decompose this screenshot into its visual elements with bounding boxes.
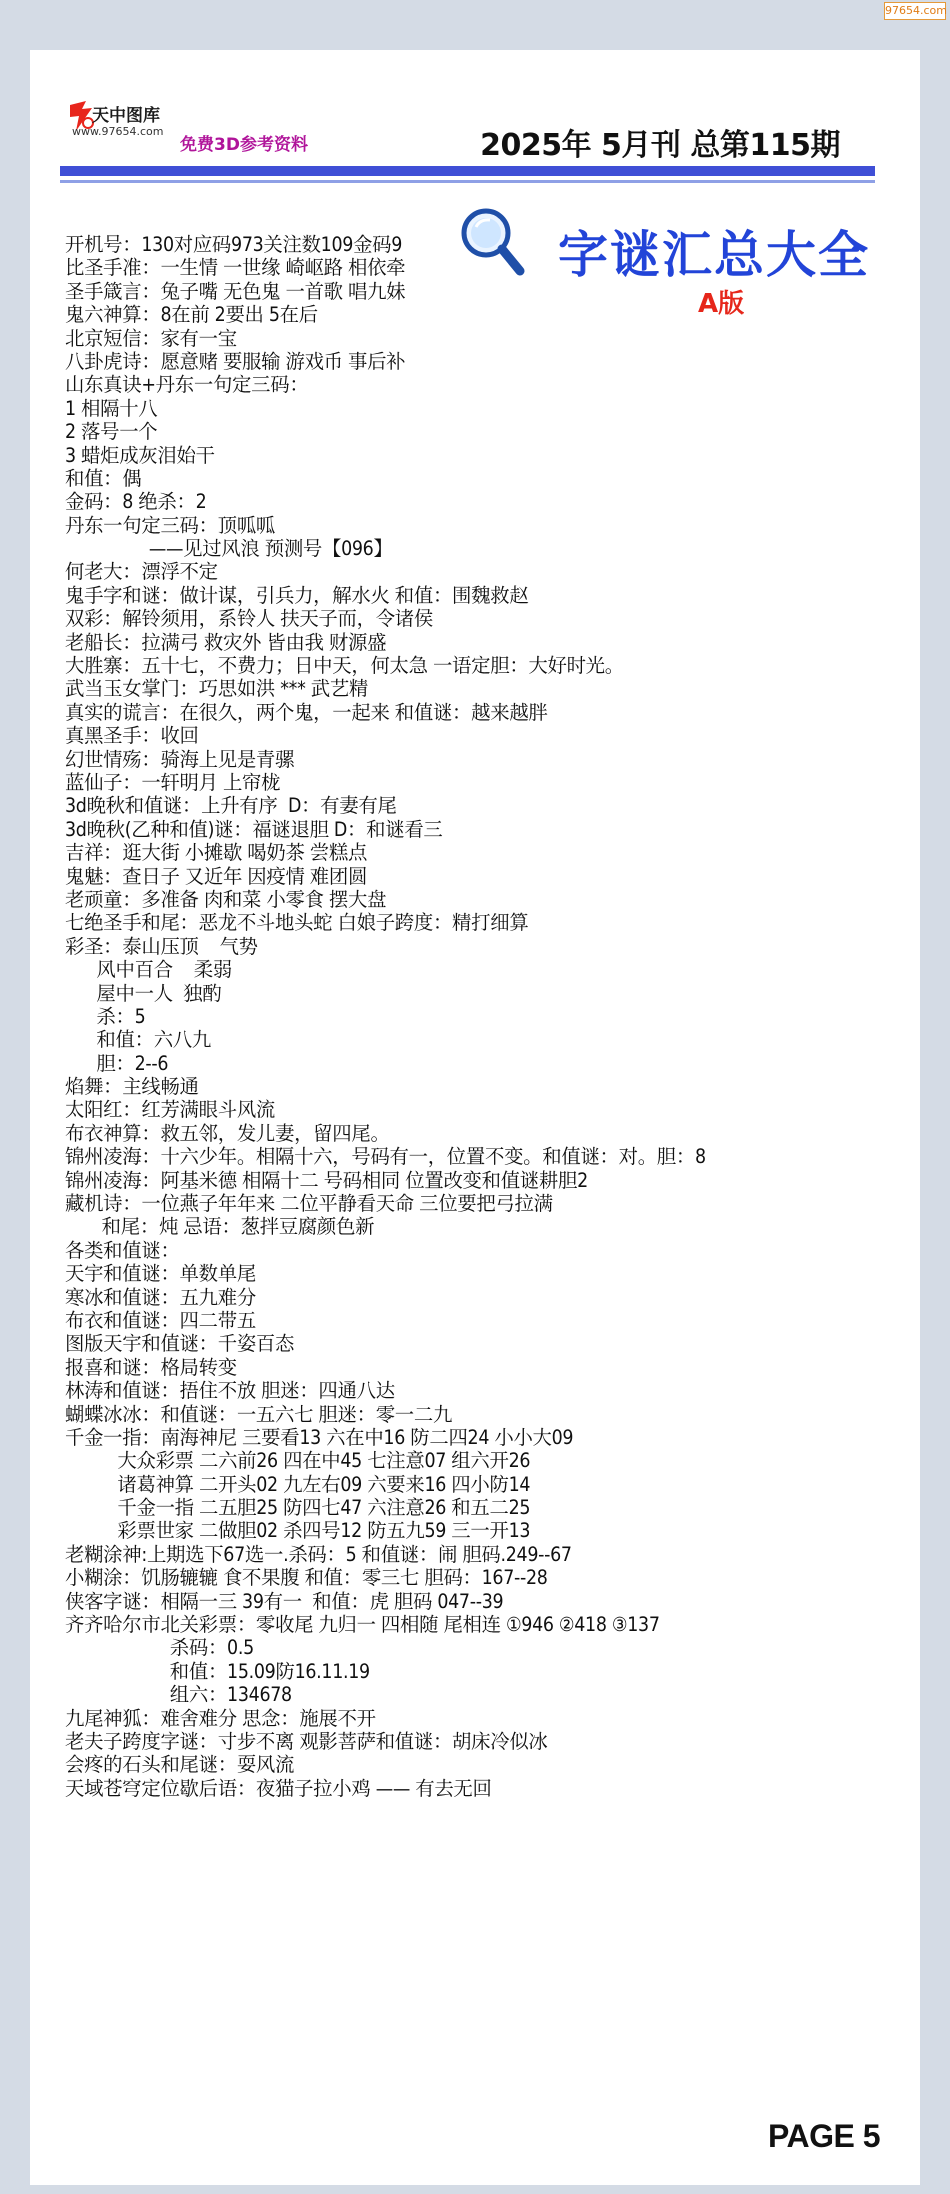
content-line: 八卦虎诗：愿意赌 要服输 游戏币 事后补 xyxy=(65,349,406,373)
content-line: 太阳红：红芳满眼斗风流 xyxy=(65,1098,275,1122)
content-line: 1 相隔十八 xyxy=(65,396,158,420)
logo-name: 天中图库 xyxy=(92,106,160,126)
content-line: 千金一指：南海神尼 三要看13 六在中16 防二四24 小小大09 xyxy=(65,1425,574,1449)
content-line: 胆：2--6 xyxy=(65,1051,169,1075)
content-line: 诸葛神算 二开头02 九左右09 六要来16 四小防14 xyxy=(65,1472,531,1496)
logo-url: www.97654.com xyxy=(72,125,164,138)
content-line: ——见过风浪 预测号【096】 xyxy=(65,537,393,561)
content-line: 武当玉女掌门：巧思如洪 *** 武艺精 xyxy=(65,677,369,701)
content-line: 天宇和值谜：单数单尾 xyxy=(65,1262,256,1286)
content-line: 北京短信：家有一宝 xyxy=(65,326,237,350)
tagline: 免费3D参考资料 xyxy=(180,135,308,155)
content-line: 山东真诀+丹东一句定三码： xyxy=(65,373,309,397)
header-divider xyxy=(60,166,875,176)
content-line: 彩圣：泰山压顶 气势 xyxy=(65,934,258,958)
content-line: 彩票世家 二做胆02 杀四号12 防五九59 三一开13 xyxy=(65,1519,531,1543)
issue-number: 2025年 5月刊 总第115期 xyxy=(480,128,840,163)
content-line: 老船长：拉满弓 救灾外 皆由我 财源盛 xyxy=(65,630,387,654)
content-line: 焰舞：主线畅通 xyxy=(65,1075,199,1099)
content-line: 侠客字谜：相隔一三 39有一 和值：虎 胆码 047--39 xyxy=(65,1589,504,1613)
content-line: 九尾神狐：难舍难分 思念：施展不开 xyxy=(65,1706,376,1730)
content-line: 和值：15.09防16.11.19 xyxy=(65,1659,370,1683)
content-line: 组六：134678 xyxy=(65,1683,292,1707)
document-page xyxy=(30,50,920,2185)
content-line: 杀码：0.5 xyxy=(65,1636,254,1660)
content-line: 吉祥：逛大街 小摊歇 喝奶茶 尝糕点 xyxy=(65,841,368,865)
content-line: 鬼手字和谜：做计谋，引兵力，解水火 和值：围魏救赵 xyxy=(65,583,529,607)
content-line: 天域苍穹定位歇后语：夜猫子拉小鸡 —— 有去无回 xyxy=(65,1776,492,1800)
content-line: 会疼的石头和尾谜：耍风流 xyxy=(65,1753,295,1777)
content-line: 圣手箴言：兔子嘴 无色鬼 一首歌 唱九妹 xyxy=(65,279,406,303)
content-line: 和尾：炖 忌语：葱拌豆腐颜色新 xyxy=(65,1215,375,1239)
riddle-content xyxy=(65,233,905,1800)
content-line: 小糊涂：饥肠辘辘 食不果腹 和值：零三七 胆码：167--28 xyxy=(65,1566,548,1590)
content-line: 双彩：解铃须用，系铃人 扶天子而，令诸侯 xyxy=(65,607,433,631)
content-line: 锦州凌海：十六少年。相隔十六，号码有一，位置不变。和值谜：对。胆：8 xyxy=(65,1145,706,1169)
content-line: 真实的谎言：在很久，两个鬼，一起来 和值谜：越来越胖 xyxy=(65,700,548,724)
content-line: 幻世情殇：骑海上见是青骡 xyxy=(65,747,295,771)
content-line: 藏机诗：一位燕子年年来 二位平静看天命 三位要把弓拉满 xyxy=(65,1192,553,1216)
content-line: 丹东一句定三码：顶呱呱 xyxy=(65,513,275,537)
content-line: 3d晚秋和值谜：上升有序 D：有妻有尾 xyxy=(65,794,397,818)
content-line: 蝴蝶冰冰：和值谜：一五六七 胆迷：零一二九 xyxy=(65,1402,453,1426)
content-line: 金码：8 绝杀：2 xyxy=(65,490,207,514)
content-line: 开机号：130对应码973关注数109金码9 xyxy=(65,233,403,256)
content-line: 老夫子跨度字谜：寸步不离 观影菩萨和值谜：胡床冷似冰 xyxy=(65,1730,548,1753)
content-line: 布衣神算：救五邻，发儿妻，留四尾。 xyxy=(65,1121,390,1145)
content-line: 大众彩票 二六前26 四在中45 七注意07 组六开26 xyxy=(65,1449,531,1473)
content-line: 千金一指 二五胆25 防四七47 六注意26 和五二25 xyxy=(65,1496,531,1520)
content-line: 和值：六八九 xyxy=(65,1028,211,1052)
content-line: 大胜寨：五十七，不费力；日中天，何太急 一语定胆：大好时光。 xyxy=(65,654,624,678)
edition-label: A版 xyxy=(698,289,745,319)
content-line: 比圣手准：一生情 一世缘 崎岖路 相依牵 xyxy=(65,256,406,280)
content-line: 真黑圣手：收回 xyxy=(65,724,199,748)
content-line: 蓝仙子：一轩明月 上帘栊 xyxy=(65,770,281,794)
page-number: PAGE 5 xyxy=(768,2118,880,2154)
content-line: 2 落号一个 xyxy=(65,420,158,444)
content-line: 鬼六神算：8在前 2要出 5在后 xyxy=(65,303,318,327)
content-line: 七绝圣手和尾：恶龙不斗地头蛇 白娘子跨度：精打细算 xyxy=(65,911,529,935)
content-line: 3d晚秋(乙种和值)谜：福谜退胆 D：和谜看三 xyxy=(65,817,443,841)
content-line: 和值：偶 xyxy=(65,466,142,490)
content-line: 杀：5 xyxy=(65,1004,146,1028)
site-watermark: 97654.com xyxy=(884,2,946,20)
content-line: 何老大：漂浮不定 xyxy=(65,560,218,584)
content-line: 锦州凌海：阿基米德 相隔十二 号码相同 位置改变和值谜耕胆2 xyxy=(65,1168,588,1192)
content-line: 布衣和值谜：四二带五 xyxy=(65,1308,256,1332)
header-divider-thin xyxy=(60,180,875,183)
content-line: 报喜和谜：格局转变 xyxy=(65,1355,237,1379)
content-line: 齐齐哈尔市北关彩票：零收尾 九归一 四相随 尾相连 ①946 ②418 ③137 xyxy=(65,1613,660,1637)
content-line: 老糊涂神:上期选下67选一.杀码：5 和值谜：闹 胆码.249--67 xyxy=(65,1542,572,1566)
content-line: 老顽童：多准备 肉和菜 小零食 摆大盘 xyxy=(65,887,387,911)
content-line: 各类和值谜： xyxy=(65,1238,180,1262)
document-title: 字谜汇总大全 xyxy=(558,226,870,284)
content-line: 屋中一人 独酌 xyxy=(65,981,222,1005)
content-line: 鬼魅：查日子 又近年 因疫情 难团圆 xyxy=(65,864,368,888)
content-line: 3 蜡炬成灰泪始干 xyxy=(65,443,215,467)
content-line: 林涛和值谜：捂住不放 胆迷：四通八达 xyxy=(65,1379,395,1403)
content-line: 寒冰和值谜：五九难分 xyxy=(65,1285,256,1309)
content-line: 图版天宇和值谜：千姿百态 xyxy=(65,1332,295,1356)
content-line: 风中百合 柔弱 xyxy=(65,958,232,982)
